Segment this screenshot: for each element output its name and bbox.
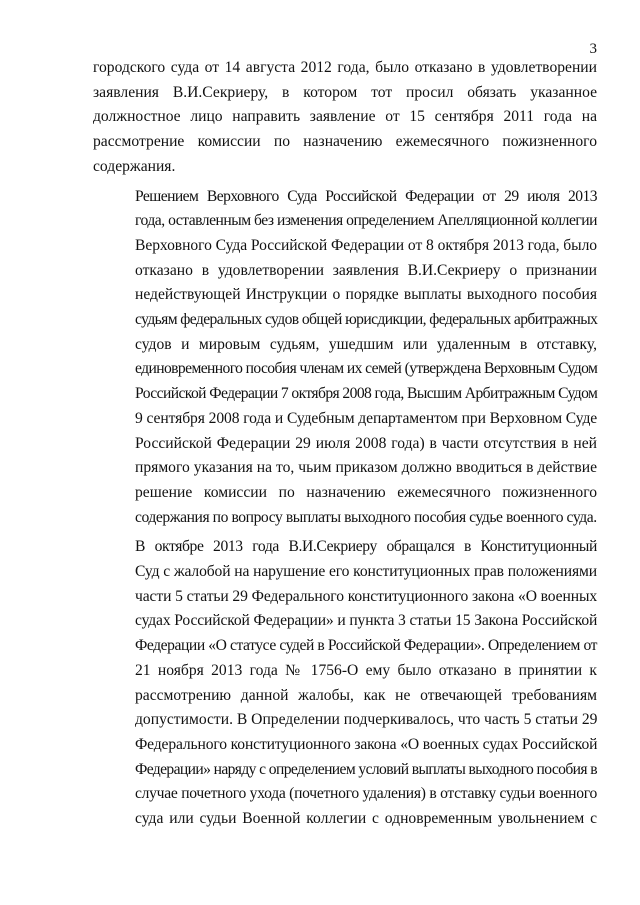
text-line: рассмотрению данной жалобы, как не отвечающей требованиям xyxy=(135,686,597,704)
text-line: случае почетного ухода (почетного удаления) в отставку судьи военного xyxy=(135,785,597,803)
text-line: недействующей Инструкции о порядке выплаты выходного пособия xyxy=(135,286,597,304)
paragraph xyxy=(93,56,597,180)
text-line: заявления В.И.Секриеру, в котором тот просил обязать указанное xyxy=(93,83,597,101)
text-line: отказано в удовлетворении заявления В.И.Секриеру о признании xyxy=(135,261,597,279)
text-line: допустимости. В Определении подчеркивалось, что часть 5 статьи 29 xyxy=(135,711,598,729)
text-line: Решением Верховного Суда Российской Федерации от 29 июля 2013 xyxy=(135,187,597,205)
text-line: Федерального конституционного закона «О военных судах Российской xyxy=(135,735,598,753)
text-line: Федерации «О статусе судей в Российской Федерации». Определением от xyxy=(135,637,597,655)
text-line: Суд с жалобой на нарушение его конституционных прав положениями xyxy=(135,563,597,581)
document-body xyxy=(93,56,597,832)
text-line: содержания по вопросу выплаты выходного пособия судье военного суда. xyxy=(135,508,597,526)
text-line: Верховного Суда Российской Федерации от 8 октября 2013 года, было xyxy=(135,236,598,254)
text-line: судьям федеральных судов общей юрисдикции, федеральных арбитражных xyxy=(135,311,598,329)
text-line: 21 ноября 2013 года № 1756-О ему было отказано в принятии к xyxy=(135,661,597,679)
text-line: единовременного пособия членам их семей (утверждена Верховным Судом xyxy=(135,360,598,378)
paragraph xyxy=(93,185,597,531)
text-line: В октябре 2013 года В.И.Секриеру обращался в Конституционный xyxy=(135,538,597,556)
text-line: рассмотрение комиссии по назначению ежемесячного пожизненного xyxy=(93,133,597,151)
text-line: судах Российской Федерации» и пункта 3 статьи 15 Закона Российской xyxy=(135,612,598,630)
text-line: должностное лицо направить заявление от 15 сентября 2011 года на xyxy=(93,108,597,126)
text-line: суда или судьи Военной коллегии с одновременным увольнением с xyxy=(135,810,597,828)
text-line: Российской Федерации 7 октября 2008 года, Высшим Арбитражным Судом xyxy=(135,385,598,403)
text-line: содержания. xyxy=(93,157,176,175)
text-line: судов и мировым судьям, ушедшим или удаленным в отставку, xyxy=(135,335,597,353)
text-line: прямого указания на то, чьим приказом должно вводиться в действие xyxy=(135,459,597,477)
text-line: городского суда от 14 августа 2012 года, было отказано в удовлетворении xyxy=(93,59,597,76)
text-line: Федерации» наряду с определением условий выплаты выходного пособия в xyxy=(135,760,597,778)
text-line: Российской Федерации 29 июля 2008 года) в части отсутствия в ней xyxy=(135,434,597,452)
page-number: 3 xyxy=(589,41,597,57)
text-line: 9 сентября 2008 года и Судебным департаментом при Верховном Суде xyxy=(135,409,598,427)
text-line: года, оставленным без изменения определением Апелляционной коллегии xyxy=(135,212,597,230)
text-line: решение комиссии по назначению ежемесячного пожизненного xyxy=(135,483,597,501)
text-line: части 5 статьи 29 Федерального конституционного закона «О военных xyxy=(135,587,598,605)
paragraph xyxy=(93,535,597,831)
